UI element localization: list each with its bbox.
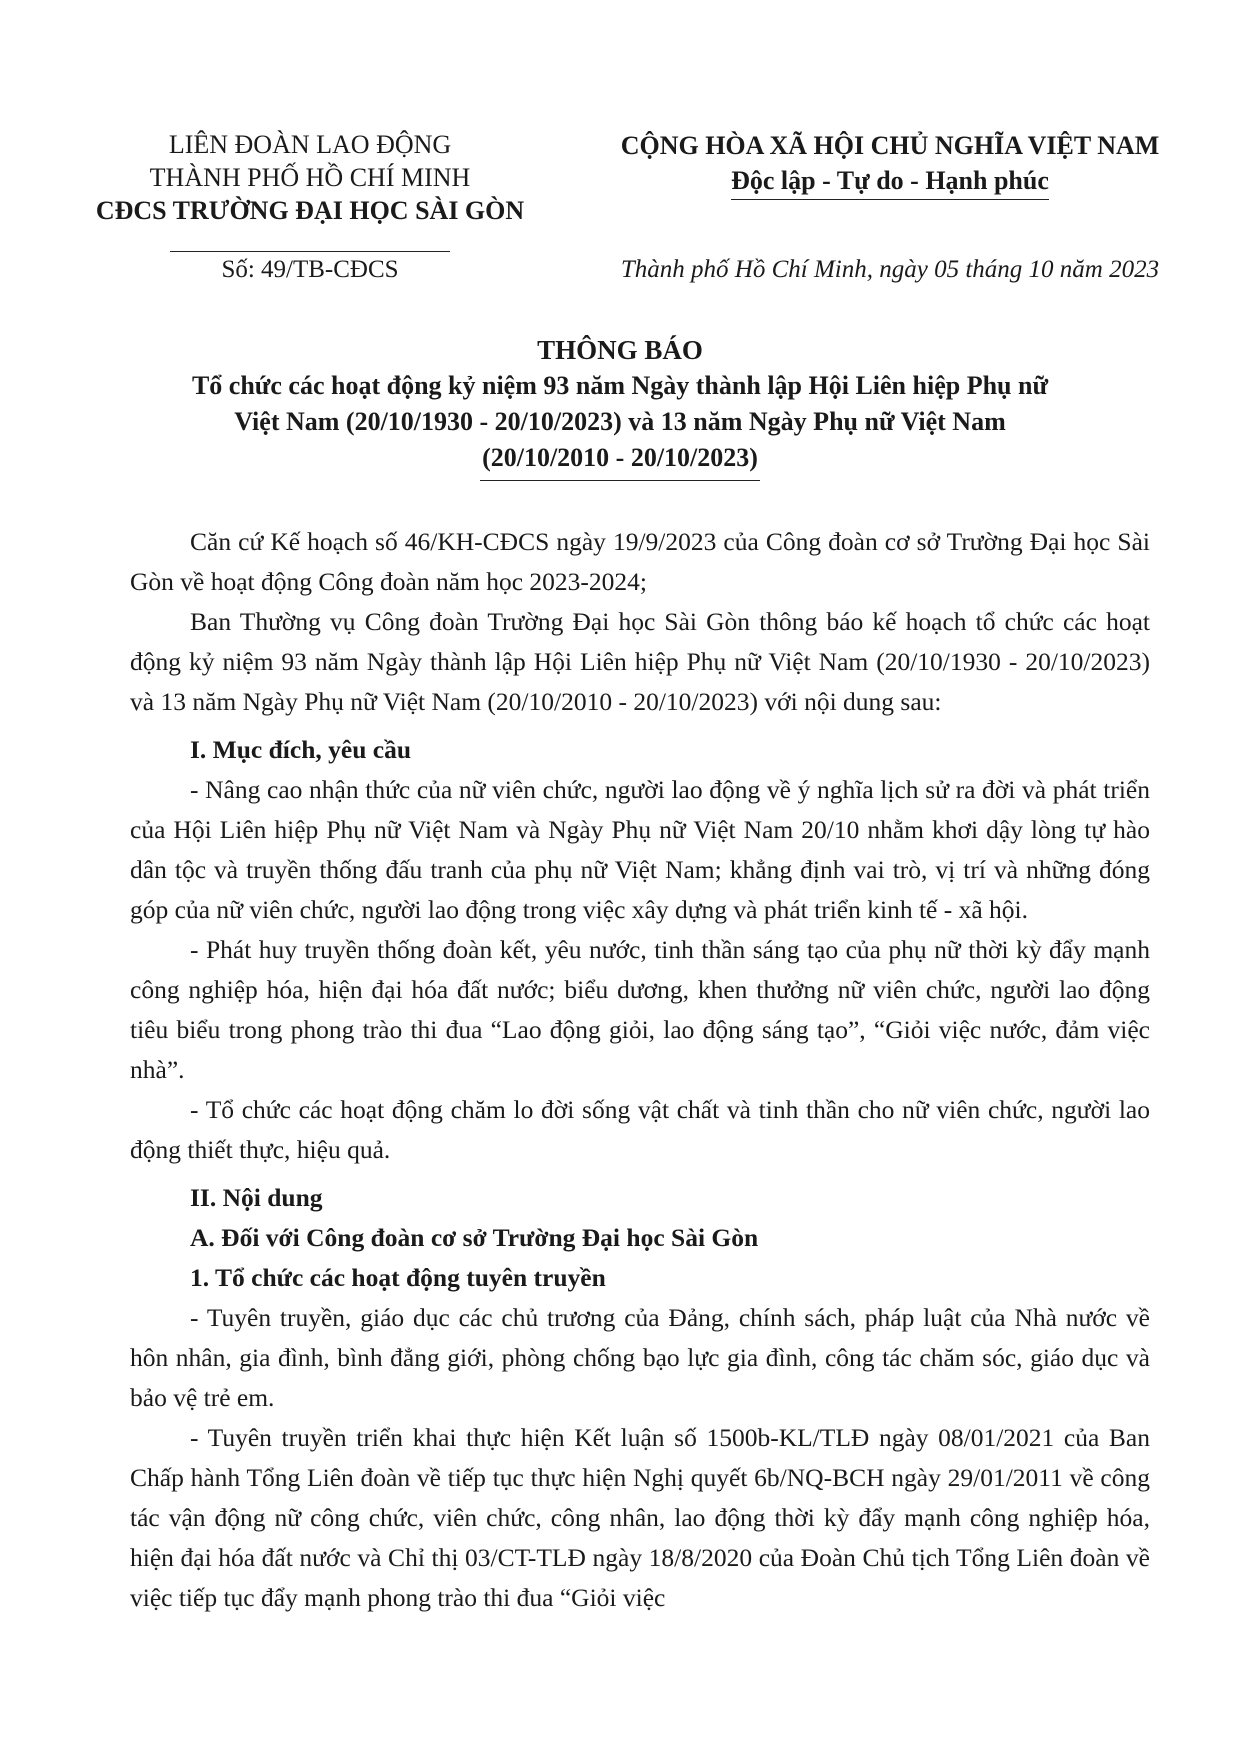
title-underline (480, 480, 760, 481)
document-title (100, 332, 1140, 481)
national-heading (570, 128, 1210, 200)
paragraph-purpose-1: - Nâng cao nhận thức của nữ viên chức, người lao động về ý nghĩa lịch sử ra đời và phát triển của Hội Liên hiệp Phụ nữ Việt Nam và Ngày Phụ nữ Việt Nam 20/10 nhằm khơi dậy lòng tự hào dân tộc và truyền thống đấu tranh của phụ nữ Việt Nam; khẳng định vai trò, vị trí và những đóng góp của nữ viên chức, người lao động trong việc xây dựng và phát triển kinh tế - xã hội. (130, 775, 1150, 924)
section-heading-purpose: I. Mục đích, yêu cầu (190, 735, 412, 764)
national-motto: Độc lập - Tự do - Hạnh phúc (731, 163, 1049, 200)
title-sub-line-3: (20/10/2010 - 20/10/2023) (482, 443, 758, 472)
org-line-1: LIÊN ĐOÀN LAO ĐỘNG (168, 130, 452, 159)
paragraph-propaganda-2: - Tuyên truyền triển khai thực hiện Kết luận số 1500b-KL/TLĐ ngày 08/01/2021 của Ban Chấp hành Tổng Liên đoàn về tiếp tục thực hiện Nghị quyết 6b/NQ-BCH ngày 29/01/2011 về công tác vận động nữ công chức, viên chức, công nhân, lao động thời kỳ đẩy mạnh công nghiệp hóa, hiện đại hóa đất nước và Chỉ thị 03/CT-TLĐ ngày 18/8/2020 của Đoàn Chủ tịch Tổng Liên đoàn về việc tiếp tục đẩy mạnh phong trào thi đua “Giỏi việc (130, 1423, 1150, 1612)
paragraph-basis: Căn cứ Kế hoạch số 46/KH-CĐCS ngày 19/9/2023 của Công đoàn cơ sở Trường Đại học Sài Gòn về hoạt động Công đoàn năm học 2023-2024; (130, 527, 1150, 596)
nation-name: CỘNG HÒA XÃ HỘI CHỦ NGHĨA VIỆT NAM (620, 131, 1160, 160)
issuing-organization (60, 128, 560, 260)
org-line-2: THÀNH PHỐ HỒ CHÍ MINH (149, 163, 471, 192)
title-sub-line-2: Việt Nam (20/10/1930 - 20/10/2023) và 13 năm Ngày Phụ nữ Việt Nam (234, 407, 1006, 436)
place-date: Thành phố Hồ Chí Minh, ngày 05 tháng 10 năm 2023 (620, 256, 1160, 283)
paragraph-propaganda-1: - Tuyên truyền, giáo dục các chủ trương của Đảng, chính sách, pháp luật của Nhà nước về hôn nhân, gia đình, bình đẳng giới, phòng chống bạo lực gia đình, công tác chăm sóc, giáo dục và bảo vệ trẻ em. (130, 1303, 1150, 1412)
paragraph-purpose-3: - Tổ chức các hoạt động chăm lo đời sống vật chất và tinh thần cho nữ viên chức, người lao động thiết thực, hiệu quả. (130, 1095, 1150, 1164)
org-line-3: CĐCS TRƯỜNG ĐẠI HỌC SÀI GÒN (95, 196, 525, 225)
title-sub-line-1: Tổ chức các hoạt động kỷ niệm 93 năm Ngày thành lập Hội Liên hiệp Phụ nữ (191, 371, 1049, 400)
paragraph-announcement: Ban Thường vụ Công đoàn Trường Đại học Sài Gòn thông báo kế hoạch tổ chức các hoạt động kỷ niệm 93 năm Ngày thành lập Hội Liên hiệp Phụ nữ Việt Nam (20/10/1930 - 20/10/2023) và 13 năm Ngày Phụ nữ Việt Nam (20/10/2010 - 20/10/2023) với nội dung sau: (130, 607, 1150, 716)
document-body (130, 522, 1150, 1618)
section-heading-content: II. Nội dung (190, 1183, 323, 1212)
subsection-heading-1: 1. Tổ chức các hoạt động tuyên truyền (190, 1263, 606, 1292)
subsection-heading-a: A. Đối với Công đoàn cơ sở Trường Đại học Sài Gòn (190, 1223, 759, 1252)
org-underline (170, 251, 450, 252)
title-main: THÔNG BÁO (537, 335, 703, 365)
document-number: Số: 49/TB-CĐCS (221, 256, 399, 283)
paragraph-purpose-2: - Phát huy truyền thống đoàn kết, yêu nước, tinh thần sáng tạo của phụ nữ thời kỳ đẩy mạnh công nghiệp hóa, hiện đại hóa đất nước; biểu dương, khen thưởng nữ viên chức, người lao động tiêu biểu trong phong trào thi đua “Lao động giỏi, lao động sáng tạo”, “Giỏi việc nước, đảm việc nhà”. (130, 935, 1150, 1084)
